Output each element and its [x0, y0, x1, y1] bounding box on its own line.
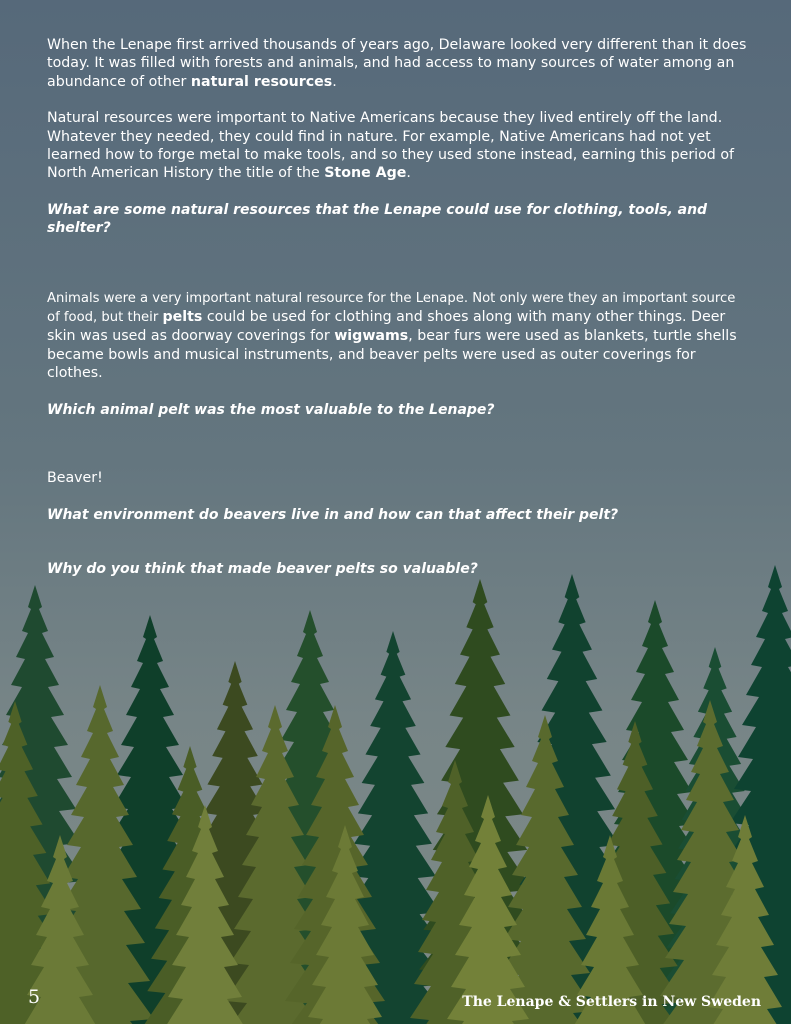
term-stone-age: Stone Age — [324, 165, 407, 182]
question-beaver-value: Why do you think that made beaver pelts so valuable? — [47, 560, 478, 577]
worksheet-content — [47, 36, 747, 578]
term-natural-resources: natural resources — [190, 73, 333, 90]
page-number: 5 — [28, 986, 41, 1008]
term-pelts: pelts — [162, 309, 203, 326]
question-animal-pelt: Which animal pelt was the most valuable to the Lenape? — [47, 401, 495, 418]
animals-paragraph: Animals were a very important natural resource for the Lenape. Not only were they an important source of food, but their pelts could be used for clothing and shoes along with many other things. Deer skin was used as doorway coverings for wigwams, bear furs were used as blankets, turtle shells became bowls and musical instruments, and beaver pelts were used as outer coverings for clothes. — [47, 290, 737, 382]
answer-beaver: Beaver! — [47, 470, 103, 487]
natural-resources-paragraph: Natural resources were important to Native Americans because they lived entirely off the land. Whatever they needed, they could find in nature. For example, Native Americans had not yet learned how to forge metal to make tools, and so they used stone instead, earning this period of North American History the title of the Stone Age. — [47, 110, 734, 182]
intro-paragraph: When the Lenape first arrived thousands of years ago, Delaware looked very different than it does today. It was filled with forests and animals, and had access to many sources of water among an abundance of other natural resources. — [47, 37, 747, 90]
question-beaver-environment: What environment do beavers live in and how can that affect their pelt? — [47, 506, 619, 523]
question-natural-resources: What are some natural resources that the Lenape could use for clothing, tools, and shelter? — [47, 201, 708, 237]
footer-title: The Lenape & Settlers in New Sweden — [462, 994, 761, 1010]
term-wigwams: wigwams — [334, 328, 409, 345]
